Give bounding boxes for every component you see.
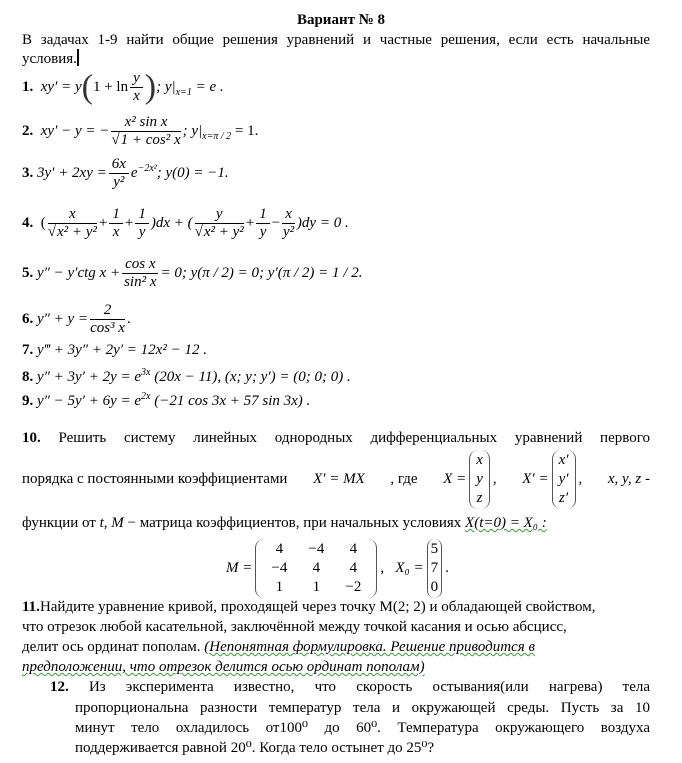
parenthesis: ) bbox=[144, 68, 157, 106]
formula-part: − матрица коэффициентов, при начальных условиях bbox=[123, 515, 466, 531]
problem-12-line-1 bbox=[50, 678, 650, 696]
formula-part: )dy = 0 . bbox=[296, 215, 349, 231]
formula-part: y bbox=[138, 224, 146, 241]
formula-part: M = bbox=[226, 560, 253, 576]
formula-part: y bbox=[195, 206, 244, 224]
formula-part: x bbox=[133, 88, 140, 105]
formula-part: −4 bbox=[271, 560, 288, 577]
formula-part: 2x bbox=[141, 391, 151, 402]
formula-part: = e . bbox=[191, 79, 224, 95]
formula-part: −4 bbox=[308, 541, 325, 558]
formula-part: 1 + cos² x bbox=[120, 132, 181, 149]
fraction bbox=[90, 302, 125, 337]
intro-line-1: В задачах 1-9 найти общие решения уравнений и частные решения, если есть начальные bbox=[22, 32, 650, 48]
formula-part: 2 bbox=[90, 302, 125, 320]
formula-part: e bbox=[130, 165, 138, 181]
fraction bbox=[109, 156, 129, 191]
formula-part: 1 + ln bbox=[92, 79, 129, 95]
problem-number: 2. bbox=[22, 123, 34, 139]
formula-part: X′ = bbox=[522, 471, 549, 487]
problem-12-line-4: поддерживается равной 20⁰. Когда тело остынет до 25⁰? bbox=[75, 740, 435, 756]
formula-part: x² + y² bbox=[56, 224, 97, 241]
formula-part: y² bbox=[113, 174, 125, 191]
formula-part: x, y, z - bbox=[607, 471, 650, 487]
coefficient-matrix bbox=[255, 539, 377, 598]
formula-part: 4 bbox=[349, 541, 358, 558]
column-vector bbox=[469, 450, 490, 509]
formula-part: , bbox=[103, 515, 112, 531]
fraction bbox=[195, 206, 244, 241]
fraction bbox=[109, 206, 123, 241]
formula-part: X′ = MX bbox=[313, 471, 365, 487]
problem-2 bbox=[22, 113, 258, 155]
formula-part: x² sin x bbox=[111, 114, 180, 132]
formula-part: x² + y² bbox=[203, 224, 244, 241]
fraction bbox=[282, 206, 295, 241]
problem-11-line-3 bbox=[22, 638, 535, 656]
formula-part: sin² x bbox=[124, 274, 157, 291]
formula-part: t bbox=[99, 515, 104, 531]
formula-part: x′ bbox=[558, 452, 569, 469]
problem-12-line-3: минут тело охладилось от100⁰ до 60⁰. Температура окружающего воздуха bbox=[75, 720, 650, 736]
problem-8 bbox=[22, 364, 351, 386]
intro-text: условия. bbox=[22, 51, 77, 67]
problem-6 bbox=[22, 302, 131, 337]
editor-note: предположении, что отрезок делится осью ординат пополам) bbox=[22, 659, 425, 675]
formula-part: y‴ + 3y″ + 2y′ = 12x² − 12 . bbox=[37, 342, 207, 358]
formula-part: −2x² bbox=[137, 163, 157, 174]
formula-part: y″ − y′ctg x + bbox=[37, 265, 121, 281]
editor-note: (Непонятная формулировка. Решение приводится в bbox=[204, 639, 535, 655]
formula-part: 1 bbox=[109, 206, 123, 224]
formula-part: ( bbox=[40, 215, 46, 231]
formula-part: )dx + ( bbox=[150, 215, 193, 231]
formula-part: x bbox=[282, 206, 295, 224]
formula-part: Решить систему линейных однородных дифференциальных уравнений первого bbox=[58, 430, 650, 446]
problem-11-line-4 bbox=[22, 658, 425, 676]
problem-5 bbox=[22, 256, 362, 291]
problem-4: 4. ( $\frac{x}{\text{√x² + y²}}$ + $\frac{1}{x}$ + $\frac{1}{y}$ )dx + ( $\frac{y}{\text{√x² + y²}}$ + $\frac{1}{y}$ − $\frac{x}{\text{y²}}$ )dy = 0 . bbox=[22, 206, 349, 241]
formula-part: X′ = x′ y′ z′ , bbox=[522, 448, 582, 510]
intro-line-2 bbox=[22, 49, 79, 68]
formula-part: ; y| bbox=[156, 79, 176, 95]
formula-part: √x² + y² bbox=[47, 224, 97, 241]
formula-part: y bbox=[130, 70, 143, 88]
problem-number: 6. bbox=[22, 311, 34, 327]
formula-part: x bbox=[476, 452, 483, 469]
formula-part: y″ + 3y′ + 2y = e bbox=[37, 369, 142, 385]
problem-3 bbox=[22, 152, 229, 191]
formula-part: 6x bbox=[109, 156, 129, 174]
initial-vector bbox=[427, 539, 443, 598]
formula-part: x=1 bbox=[175, 87, 192, 98]
formula-part: 4 bbox=[275, 541, 284, 558]
parenthesis: ( bbox=[81, 68, 93, 106]
formula-part: = 1. bbox=[231, 123, 259, 139]
problem-number: 1. bbox=[22, 79, 34, 95]
formula-part: y″ + y = bbox=[37, 311, 89, 327]
problem-9 bbox=[22, 388, 310, 410]
formula-part: √1 + cos² x bbox=[111, 132, 181, 149]
formula-part: xy′ = y bbox=[40, 79, 82, 95]
page-title: Вариант № 8 bbox=[296, 12, 386, 28]
formula-part: √x² + y² bbox=[194, 224, 244, 241]
formula-part: . bbox=[126, 311, 131, 327]
formula-part: = 0; y(π / 2) = 0; y′(π / 2) = 1 / 2. bbox=[160, 265, 363, 281]
problem-1 bbox=[22, 70, 224, 110]
problem-number: 9. bbox=[22, 393, 34, 409]
formula-part: x bbox=[112, 224, 120, 241]
formula-part: порядка с постоянными коэффициентами bbox=[22, 471, 288, 487]
fraction bbox=[130, 70, 143, 105]
formula-part: X = x y z , bbox=[443, 448, 496, 510]
problem-number: 8. bbox=[22, 369, 34, 385]
formula-part: Из эксперимента известно, что скорость остывания(или нагрева) тела bbox=[88, 679, 650, 695]
formula-part: X = bbox=[443, 471, 467, 487]
formula-part: y″ − 5y′ + 6y = e bbox=[37, 393, 142, 409]
problem-11-line-2: что отрезок любой касательной, заключённой между точкой касания и осью абсцисс, bbox=[22, 619, 567, 635]
formula-part: , где bbox=[390, 471, 418, 487]
fraction bbox=[111, 114, 180, 149]
formula-part: 0 bbox=[430, 579, 439, 596]
problem-number: 5. bbox=[22, 265, 34, 281]
problem-10-line-3 bbox=[22, 514, 547, 532]
formula-part: функции от bbox=[22, 515, 100, 531]
problem-10-line-1 bbox=[22, 429, 650, 447]
formula-part: 1 bbox=[275, 579, 284, 596]
formula-part: 3x bbox=[141, 367, 151, 378]
problem-12-line-2: пропорциональна разности температур тела и окружающей среды. Пусть за 10 bbox=[75, 700, 650, 716]
formula-part: (−21 cos 3x + 57 sin 3x) . bbox=[154, 393, 311, 409]
formula-part: 1 bbox=[256, 206, 270, 224]
formula-part: y bbox=[259, 224, 267, 241]
problem-number: 10. bbox=[22, 430, 41, 446]
text-cursor[interactable] bbox=[77, 49, 79, 66]
fraction bbox=[48, 206, 97, 241]
matrix-equation: M = 4 −4 4 −4 4 4 1 1 −2 , X₀ = 5 7 0 . bbox=[226, 537, 449, 599]
formula-part: cos³ x bbox=[90, 320, 125, 337]
formula-part: y² bbox=[283, 224, 295, 241]
formula-part: y bbox=[476, 471, 483, 488]
formula-part: 1 bbox=[135, 206, 149, 224]
formula-part: x bbox=[48, 206, 97, 224]
formula-part: (20x − 11), (x; y; y′) = (0; 0; 0) . bbox=[154, 369, 351, 385]
fraction bbox=[122, 256, 158, 291]
formula-part: 4 bbox=[349, 560, 358, 577]
formula-part: ; y(0) = −1. bbox=[156, 165, 229, 181]
formula-part: y′ bbox=[558, 471, 569, 488]
formula-part: xy′ − y = − bbox=[40, 123, 110, 139]
initial-condition: X(t=0) = X₀ : bbox=[465, 515, 547, 531]
formula-part: z′ bbox=[558, 490, 569, 507]
formula-part: Найдите уравнение кривой, проходящей через точку М(2; 2) и обладающей свойством, bbox=[39, 599, 596, 615]
formula-part: 7 bbox=[430, 560, 439, 577]
problem-7 bbox=[22, 341, 207, 359]
fraction bbox=[256, 206, 270, 241]
formula-part: делит ось ординат пополам. bbox=[22, 639, 205, 655]
formula-part: 5 bbox=[430, 541, 439, 558]
problem-number: 4. bbox=[22, 215, 34, 231]
problem-number: 11. bbox=[22, 599, 40, 615]
formula-part: ; y| bbox=[182, 123, 203, 139]
problem-10-line-2 bbox=[22, 448, 650, 510]
formula-part: M bbox=[111, 515, 124, 531]
problem-number: 7. bbox=[22, 342, 34, 358]
formula-part: X₀ = bbox=[395, 560, 424, 576]
formula-part: x=π / 2 bbox=[202, 131, 232, 142]
problem-number: 3. bbox=[22, 165, 34, 181]
formula-part: cos x bbox=[122, 256, 158, 274]
formula-part: 4 bbox=[312, 560, 321, 577]
formula-part: 3y′ + 2xy = bbox=[37, 165, 107, 181]
formula-part: 1 bbox=[312, 579, 321, 596]
problem-number: 12. bbox=[50, 679, 69, 695]
formula-part: −2 bbox=[345, 579, 362, 596]
formula-part: z bbox=[476, 490, 483, 507]
column-vector bbox=[552, 450, 576, 509]
fraction bbox=[135, 206, 149, 241]
problem-11-line-1 bbox=[22, 598, 595, 616]
